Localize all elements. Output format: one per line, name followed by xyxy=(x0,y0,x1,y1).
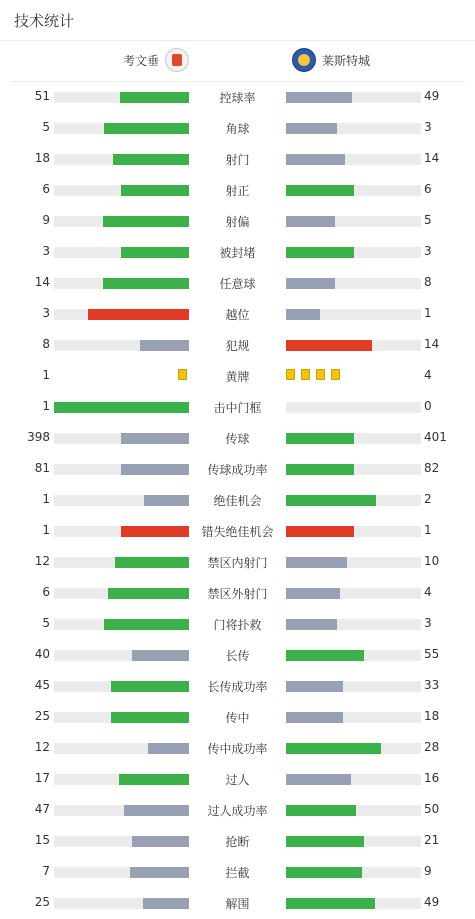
away-value: 9 xyxy=(424,864,432,878)
stat-row xyxy=(0,521,475,541)
home-bar-track xyxy=(54,464,189,475)
home-bar-fill xyxy=(120,92,189,103)
home-bar-track xyxy=(54,650,189,661)
home-bar-track xyxy=(54,309,189,320)
stat-label: 解围 xyxy=(225,897,250,911)
stat-label: 抢断 xyxy=(225,835,250,849)
home-bar-track xyxy=(54,898,189,909)
away-bar-track xyxy=(286,619,421,630)
home-value: 1 xyxy=(42,523,50,537)
stat-row xyxy=(0,335,475,355)
home-bar-track xyxy=(54,340,189,351)
away-bar-fill xyxy=(286,92,352,103)
home-value: 3 xyxy=(42,306,50,320)
stat-label: 被封堵 xyxy=(219,246,256,260)
home-yellow-card-icon xyxy=(178,369,187,380)
home-bar-fill xyxy=(121,247,189,258)
home-value: 1 xyxy=(42,368,50,382)
away-bar-fill xyxy=(286,588,340,599)
away-bar-track xyxy=(286,309,421,320)
home-value: 18 xyxy=(34,151,50,165)
away-bar-fill xyxy=(286,557,347,568)
away-value: 401 xyxy=(424,430,447,444)
away-value: 6 xyxy=(424,182,432,196)
away-value: 8 xyxy=(424,275,432,289)
home-value: 7 xyxy=(42,864,50,878)
stat-label: 射门 xyxy=(225,153,250,167)
stat-label: 禁区外射门 xyxy=(207,587,268,601)
stat-row xyxy=(0,738,475,758)
stat-row xyxy=(0,366,475,386)
stat-label: 过人 xyxy=(225,773,250,787)
home-bar-fill xyxy=(108,588,189,599)
away-bar-track xyxy=(286,774,421,785)
page-title: 技术统计 xyxy=(14,12,75,30)
away-bar-fill xyxy=(286,867,362,878)
away-bar-track xyxy=(286,557,421,568)
away-bar-track xyxy=(286,154,421,165)
home-bar-fill xyxy=(121,185,189,196)
coventry-crest-icon xyxy=(165,48,189,72)
stat-label: 错失绝佳机会 xyxy=(201,525,274,539)
stat-label: 任意球 xyxy=(219,277,256,291)
home-bar-fill xyxy=(148,743,189,754)
stat-row xyxy=(0,614,475,634)
away-bar-track xyxy=(286,433,421,444)
home-value: 51 xyxy=(34,89,50,103)
away-value: 14 xyxy=(424,337,440,351)
home-team[interactable] xyxy=(123,48,189,72)
home-bar-track xyxy=(54,588,189,599)
stat-row xyxy=(0,862,475,882)
stat-row xyxy=(0,552,475,572)
away-yellow-card-icon xyxy=(301,369,310,380)
home-bar-track xyxy=(54,867,189,878)
away-value: 3 xyxy=(424,120,432,134)
away-value: 2 xyxy=(424,492,432,506)
away-bar-track xyxy=(286,588,421,599)
away-bar-fill xyxy=(286,123,337,134)
away-bar-track xyxy=(286,92,421,103)
away-bar-track xyxy=(286,216,421,227)
away-value: 3 xyxy=(424,616,432,630)
stat-label: 传中成功率 xyxy=(207,742,268,756)
home-bar-fill xyxy=(111,681,189,692)
home-bar-fill xyxy=(132,650,189,661)
stat-row xyxy=(0,676,475,696)
away-bar-track xyxy=(286,247,421,258)
away-bar-fill xyxy=(286,309,320,320)
away-value: 18 xyxy=(424,709,440,723)
home-value: 5 xyxy=(42,616,50,630)
stat-label: 长传成功率 xyxy=(207,680,268,694)
away-bar-fill xyxy=(286,681,343,692)
away-bar-track xyxy=(286,464,421,475)
home-bar-fill xyxy=(121,526,189,537)
away-value: 49 xyxy=(424,89,440,103)
away-bar-fill xyxy=(286,464,354,475)
stat-label: 传球 xyxy=(225,432,250,446)
stat-row xyxy=(0,428,475,448)
stat-row xyxy=(0,211,475,231)
leicester-crest-icon xyxy=(292,48,316,72)
home-bar-track xyxy=(54,402,189,413)
home-bar-track xyxy=(54,743,189,754)
home-bar-track xyxy=(54,495,189,506)
away-bar-track xyxy=(286,650,421,661)
home-value: 398 xyxy=(27,430,50,444)
away-bar-track xyxy=(286,712,421,723)
away-bar-fill xyxy=(286,526,354,537)
away-bar-fill xyxy=(286,495,376,506)
home-bar-fill xyxy=(143,898,189,909)
stat-row xyxy=(0,583,475,603)
home-bar-fill xyxy=(103,278,189,289)
stat-label: 过人成功率 xyxy=(207,804,268,818)
home-value: 3 xyxy=(42,244,50,258)
home-value: 17 xyxy=(34,771,50,785)
away-bar-track xyxy=(286,743,421,754)
home-bar-fill xyxy=(54,402,189,413)
away-value: 1 xyxy=(424,523,432,537)
home-value: 12 xyxy=(34,740,50,754)
home-bar-track xyxy=(54,216,189,227)
stat-label: 拦截 xyxy=(225,866,250,880)
stat-label: 长传 xyxy=(225,649,250,663)
home-bar-fill xyxy=(121,433,189,444)
away-bar-track xyxy=(286,681,421,692)
home-bar-track xyxy=(54,247,189,258)
teams-divider xyxy=(10,81,465,82)
home-bar-track xyxy=(54,774,189,785)
home-bar-track xyxy=(54,526,189,537)
home-value: 6 xyxy=(42,585,50,599)
stat-row xyxy=(0,707,475,727)
home-bar-fill xyxy=(104,123,189,134)
away-bar-fill xyxy=(286,836,364,847)
away-value: 10 xyxy=(424,554,440,568)
stat-row xyxy=(0,242,475,262)
stat-label: 射正 xyxy=(225,184,250,198)
away-bar-track xyxy=(286,867,421,878)
stat-label: 禁区内射门 xyxy=(207,556,268,570)
stat-label: 击中门框 xyxy=(213,401,262,415)
stat-label: 传中 xyxy=(225,711,250,725)
away-bar-fill xyxy=(286,433,354,444)
away-bar-fill xyxy=(286,619,337,630)
away-value: 1 xyxy=(424,306,432,320)
home-bar-fill xyxy=(111,712,189,723)
home-value: 6 xyxy=(42,182,50,196)
home-bar-fill xyxy=(130,867,189,878)
away-value: 33 xyxy=(424,678,440,692)
home-value: 25 xyxy=(34,709,50,723)
header-divider xyxy=(0,40,475,41)
stat-label: 传球成功率 xyxy=(207,463,268,477)
away-bar-fill xyxy=(286,216,335,227)
stat-row xyxy=(0,118,475,138)
away-value: 4 xyxy=(424,368,432,382)
stat-row xyxy=(0,87,475,107)
home-bar-track xyxy=(54,123,189,134)
home-value: 8 xyxy=(42,337,50,351)
away-bar-track xyxy=(286,495,421,506)
away-bar-fill xyxy=(286,154,345,165)
away-value: 49 xyxy=(424,895,440,909)
away-bar-track xyxy=(286,805,421,816)
away-bar-fill xyxy=(286,340,372,351)
away-yellow-card-icon xyxy=(331,369,340,380)
home-value: 1 xyxy=(42,399,50,413)
stat-row xyxy=(0,397,475,417)
away-bar-track xyxy=(286,526,421,537)
stat-row xyxy=(0,459,475,479)
teams-header xyxy=(0,48,475,74)
home-bar-fill xyxy=(140,340,189,351)
home-bar-fill xyxy=(144,495,189,506)
away-value: 16 xyxy=(424,771,440,785)
stat-row xyxy=(0,831,475,851)
away-bar-track xyxy=(286,898,421,909)
away-bar-fill xyxy=(286,712,343,723)
home-bar-fill xyxy=(132,836,189,847)
home-bar-track xyxy=(54,278,189,289)
home-bar-fill xyxy=(104,619,189,630)
away-team[interactable] xyxy=(292,48,370,72)
home-bar-track xyxy=(54,557,189,568)
home-value: 81 xyxy=(34,461,50,475)
stat-label: 角球 xyxy=(225,122,250,136)
home-value: 47 xyxy=(34,802,50,816)
away-value: 4 xyxy=(424,585,432,599)
home-bar-track xyxy=(54,154,189,165)
away-value: 5 xyxy=(424,213,432,227)
away-bar-fill xyxy=(286,743,381,754)
away-bar-track xyxy=(286,123,421,134)
stat-row xyxy=(0,800,475,820)
away-bar-track xyxy=(286,402,421,413)
home-bar-track xyxy=(54,619,189,630)
home-bar-fill xyxy=(88,309,189,320)
stat-label: 黄牌 xyxy=(225,370,250,384)
stat-row xyxy=(0,304,475,324)
home-value: 40 xyxy=(34,647,50,661)
stat-row xyxy=(0,273,475,293)
away-bar-fill xyxy=(286,278,335,289)
away-value: 82 xyxy=(424,461,440,475)
home-bar-fill xyxy=(103,216,189,227)
away-bar-fill xyxy=(286,247,354,258)
away-value: 21 xyxy=(424,833,440,847)
home-bar-fill xyxy=(113,154,189,165)
home-bar-track xyxy=(54,681,189,692)
away-team-name: 莱斯特城 xyxy=(322,53,371,68)
stat-label: 绝佳机会 xyxy=(213,494,262,508)
stat-row xyxy=(0,645,475,665)
home-bar-track xyxy=(54,712,189,723)
away-bar-track xyxy=(286,185,421,196)
home-value: 45 xyxy=(34,678,50,692)
home-bar-track xyxy=(54,433,189,444)
stat-label: 越位 xyxy=(225,308,250,322)
stat-label: 门将扑救 xyxy=(213,618,262,632)
home-bar-track xyxy=(54,805,189,816)
home-value: 5 xyxy=(42,120,50,134)
stat-row xyxy=(0,149,475,169)
away-yellow-card-icon xyxy=(286,369,295,380)
away-value: 0 xyxy=(424,399,432,413)
home-value: 14 xyxy=(34,275,50,289)
away-value: 28 xyxy=(424,740,440,754)
home-bar-fill xyxy=(124,805,189,816)
home-value: 25 xyxy=(34,895,50,909)
away-bar-fill xyxy=(286,774,351,785)
away-value: 3 xyxy=(424,244,432,258)
away-value: 55 xyxy=(424,647,440,661)
stat-label: 控球率 xyxy=(219,91,256,105)
home-team-name: 考文垂 xyxy=(122,53,159,68)
away-bar-fill xyxy=(286,805,356,816)
home-value: 1 xyxy=(42,492,50,506)
home-value: 12 xyxy=(34,554,50,568)
away-value: 14 xyxy=(424,151,440,165)
home-bar-track xyxy=(54,185,189,196)
away-bar-fill xyxy=(286,650,364,661)
stat-row xyxy=(0,769,475,789)
away-bar-fill xyxy=(286,898,375,909)
stat-row xyxy=(0,893,475,913)
stat-label: 射偏 xyxy=(225,215,250,229)
away-yellow-card-icon xyxy=(316,369,325,380)
home-bar-fill xyxy=(115,557,189,568)
away-value: 50 xyxy=(424,802,440,816)
stat-label: 犯规 xyxy=(225,339,250,353)
stat-row xyxy=(0,180,475,200)
home-value: 15 xyxy=(34,833,50,847)
home-bar-fill xyxy=(119,774,189,785)
home-bar-fill xyxy=(121,464,189,475)
home-bar-track xyxy=(54,92,189,103)
away-bar-track xyxy=(286,340,421,351)
away-bar-track xyxy=(286,836,421,847)
away-bar-fill xyxy=(286,185,354,196)
away-bar-track xyxy=(286,278,421,289)
stat-row xyxy=(0,490,475,510)
home-bar-track xyxy=(54,836,189,847)
home-value: 9 xyxy=(42,213,50,227)
